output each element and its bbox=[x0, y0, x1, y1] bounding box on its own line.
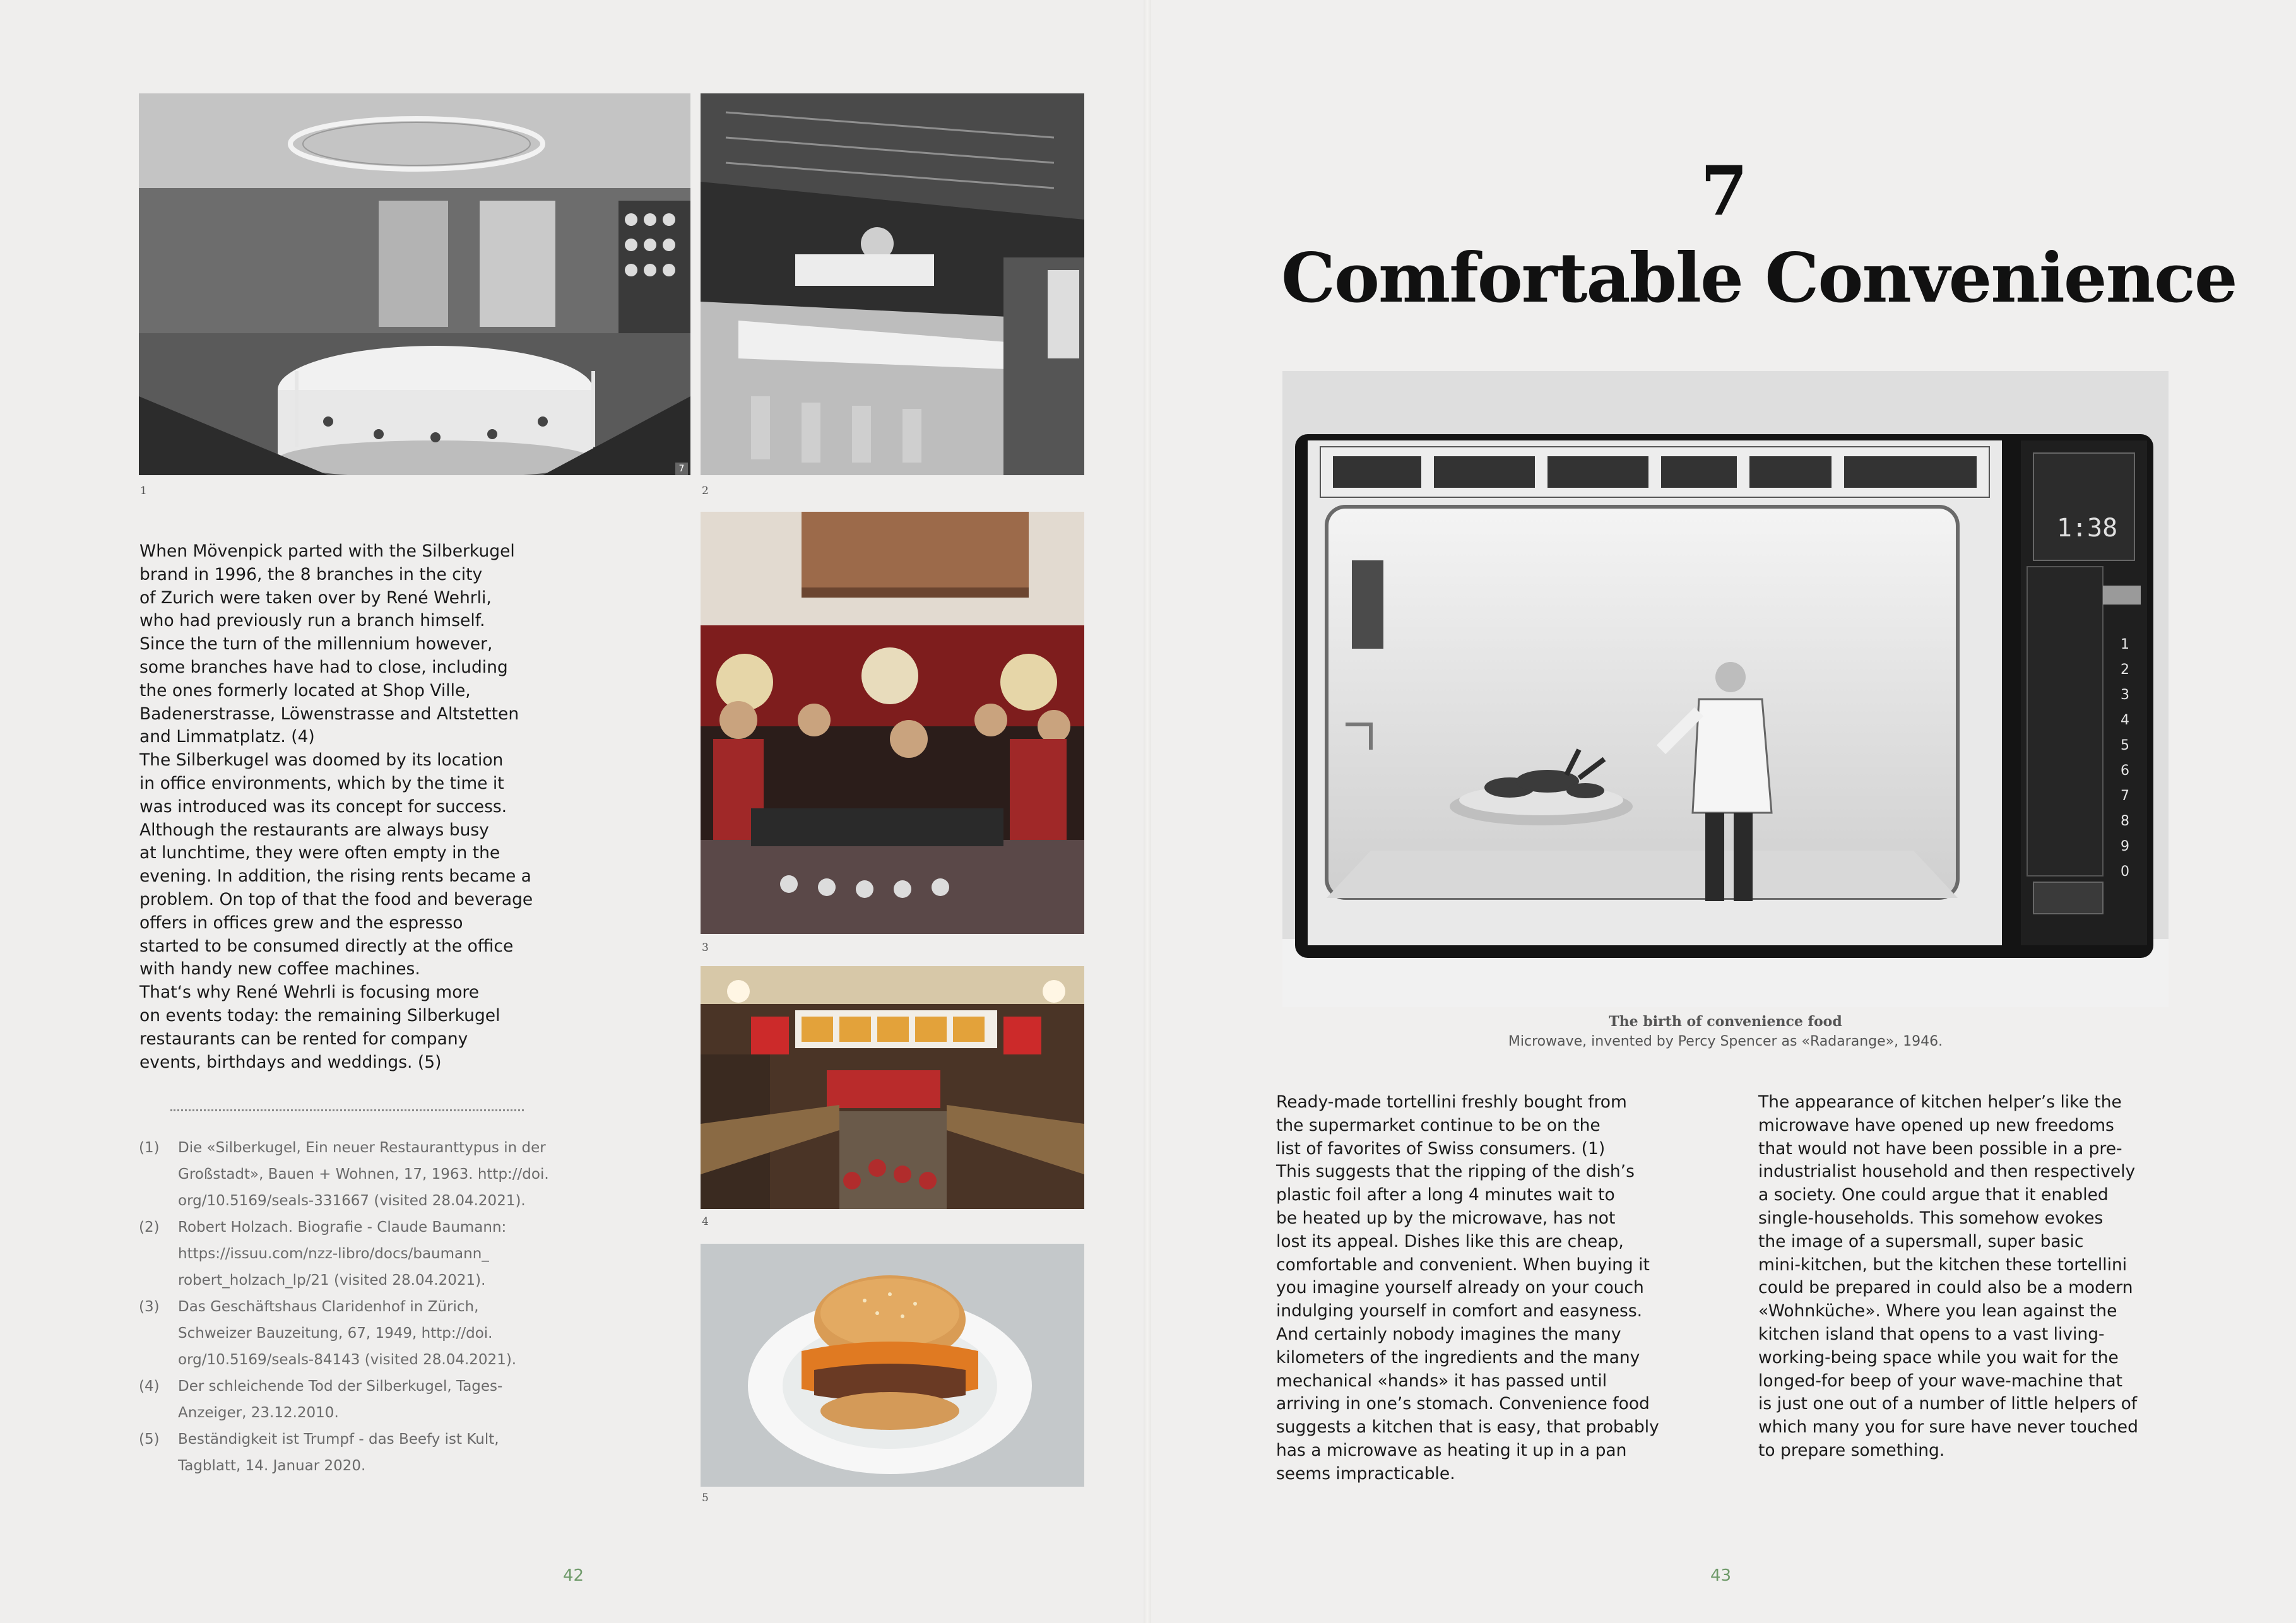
chapter-title: Comfortable Convenience bbox=[1281, 239, 2237, 318]
left-body-text: When Mövenpick parted with the Silberkugel brand in 1996, the 8 branches in the city of Zurich were taken over by René Wehrli, who had previously run a branch himself. Since the turn of the millennium however, some branches have had to close, including the ones formerly located at Shop Ville, Badenerstrasse, Löwenstrasse and Altstetten and Limmatplatz. (4) The Silberkugel was doomed by its location in office environments, which by the time it was introduced was its concept for success. Although the restaurants are always busy at lunchtime, they were often empty in the evening. In addition, the rising rents became a problem. On top of that the food and beverage offers in offices grew and the espresso started to be consumed directly at the office with handy new coffee machines. That‘s why René Wehrli is focusing more on events today: the remaining Silberkugel restaurants can be rented for company events, birthdays and weddings. (5) bbox=[139, 541, 533, 1072]
microwave-photo bbox=[1282, 371, 2169, 1007]
right-body-column-1: Ready-made tortellini freshly bought from the supermarket continue to be on the list of favorites of Swiss consumers. (1) This suggests that the ripping of the dish’s plastic foil after a long 4 minutes wait to be heated up by the microwave, has not lost its appeal. Dishes like this are cheap, comfortable and convenient. When buying it you imagine yourself already on your couch indulging yourself in comfort and easyness. And certainly nobody imagines the many kilometers of the ingredients and the many mechanical «hands» it has passed until arriving in one’s stomach. Convenience food suggests a kitchen that is easy, that probably has a microwave as heating it up in a pan seems impracticable. bbox=[1276, 1092, 1659, 1484]
burger-on-plate-photo bbox=[701, 1244, 1084, 1487]
book-gutter bbox=[1144, 0, 1151, 1623]
caption-title: The birth of convenience food bbox=[1609, 1013, 1842, 1030]
footnote bbox=[139, 1373, 593, 1426]
footnote bbox=[139, 1135, 593, 1214]
keypad-9: 9 bbox=[2121, 839, 2129, 854]
footnote-text: Beständigkeit ist Trumpf - das Beefy ist Kult, Tagblatt, 14. Januar 2020. bbox=[178, 1431, 499, 1474]
footnote-text: Die «Silberkugel, Ein neuer Restauranttypus in der Großstadt», Bauen + Wohnen, 17, 1963. http://doi. org/10.5169/seals-331667 (visited 28.04.2021). bbox=[178, 1140, 549, 1209]
timer-display: 1:38 bbox=[2056, 514, 2118, 543]
figure-badge: 7 bbox=[675, 463, 688, 475]
figure-number: 2 bbox=[702, 485, 709, 497]
figure-number: 4 bbox=[702, 1215, 709, 1228]
caption-subtitle: Microwave, invented by Percy Spencer as «Radarange», 1946. bbox=[1508, 1034, 1943, 1049]
silberkugel-restaurant-photo bbox=[701, 93, 1084, 475]
keypad-7: 7 bbox=[2121, 788, 2129, 804]
footnote-text: Robert Holzach. Biografie - Claude Baumann: https://issuu.com/nzz-libro/docs/baumann_ robert_holzach_lp/21 (visited 28.04.2021). bbox=[178, 1219, 507, 1289]
footnote-number: (4) bbox=[139, 1378, 160, 1395]
footnote-number: (1) bbox=[139, 1140, 160, 1156]
diners-at-counter-photo bbox=[701, 512, 1084, 934]
figure-number: 1 bbox=[140, 485, 147, 497]
page-number-right: 43 bbox=[1710, 1566, 1732, 1585]
footnotes bbox=[139, 1135, 593, 1479]
footnote-number: (5) bbox=[139, 1431, 160, 1448]
footnote bbox=[139, 1426, 593, 1479]
modern-restaurant-photo bbox=[701, 966, 1084, 1209]
page-number-left: 42 bbox=[563, 1566, 584, 1585]
figure-number: 3 bbox=[702, 941, 709, 954]
keypad-2: 2 bbox=[2121, 662, 2129, 678]
keypad-5: 5 bbox=[2121, 738, 2129, 753]
chapter-number: 7 bbox=[1700, 151, 1748, 231]
figure-number: 5 bbox=[702, 1492, 709, 1504]
keypad-1: 1 bbox=[2121, 637, 2129, 652]
footnote bbox=[139, 1214, 593, 1294]
footnote bbox=[139, 1294, 593, 1373]
footnote-text: Der schleichende Tod der Silberkugel, Tages- Anzeiger, 23.12.2010. bbox=[178, 1378, 503, 1421]
footnote-number: (3) bbox=[139, 1299, 160, 1315]
keypad-0: 0 bbox=[2121, 864, 2129, 880]
right-body-column-2: The appearance of kitchen helper’s like the microwave have opened up new freedoms that would not have been possible in a pre- industrialist household and then respectively a society. One could argue that it enabled single-households. This somehow evokes the image of a supersmall, super basic mini-kitchen, but the kitchen these tortellini could be prepared in could also be a modern «Wohnküche». Where you lean against the kitchen island that opens to a vast living- working-being space while you wait for the longed-for beep of your wave-machine that is just one out of a number of little helpers of which many you for sure have never touched to prepare something. bbox=[1758, 1092, 2138, 1460]
footnote-text: Das Geschäftshaus Claridenhof in Zürich, Schweizer Bauzeitung, 67, 1949, http://doi. org/10.5169/seals-84143 (visited 28.04.2021). bbox=[178, 1299, 517, 1368]
keypad-6: 6 bbox=[2121, 763, 2129, 779]
footnote-number: (2) bbox=[139, 1219, 160, 1236]
keypad-8: 8 bbox=[2121, 813, 2129, 829]
restaurant-interior-photo bbox=[139, 93, 690, 475]
keypad-3: 3 bbox=[2121, 687, 2129, 703]
notes-divider bbox=[170, 1109, 524, 1111]
keypad-4: 4 bbox=[2121, 712, 2129, 728]
